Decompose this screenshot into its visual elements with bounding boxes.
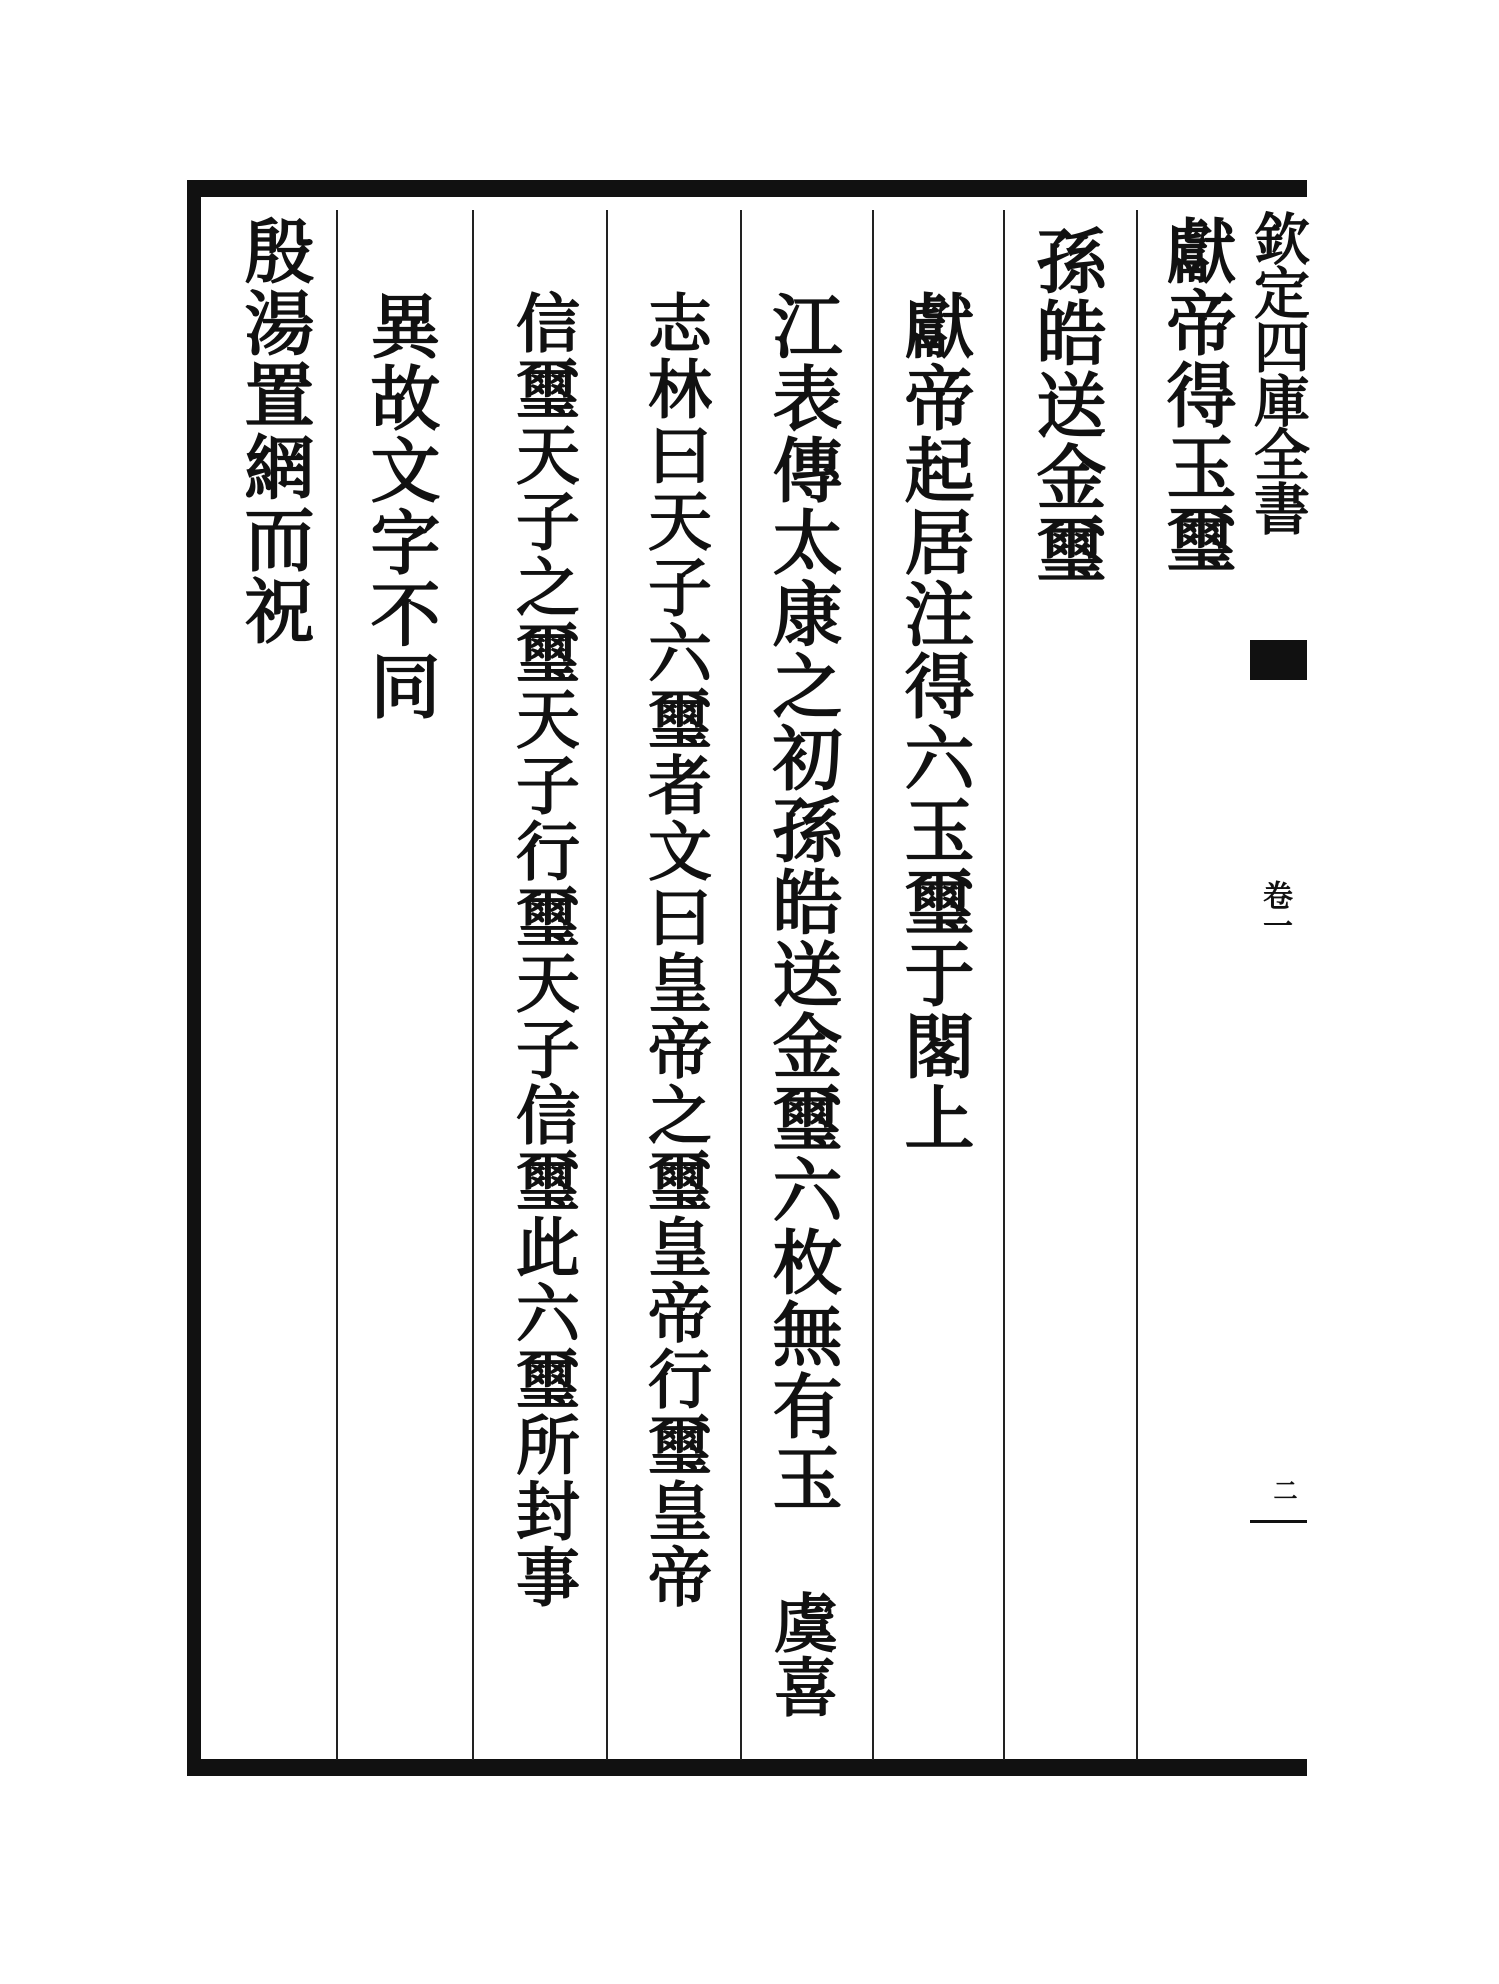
column-rule [740, 210, 742, 1760]
column-rule [1003, 210, 1005, 1760]
text-column-2: 孫皓送金璽 [1025, 225, 1108, 585]
margin-juan-label: 卷一 [1257, 880, 1292, 940]
column-rule [1136, 210, 1138, 1760]
text-column-5: 志林曰天子六璽者文曰皇帝之璽皇帝行璽皇帝 [637, 290, 712, 1610]
text-column-7: 異故文字不同 [359, 290, 442, 722]
text-column-3: 獻帝起居注得六玉璽于閣上 [893, 290, 976, 1154]
column-rule [336, 210, 338, 1760]
margin-rule [1250, 1520, 1307, 1523]
text-column-6: 信璽天子之璽天子行璽天子信璽此六璽所封事 [505, 290, 580, 1610]
margin-book-title: 欽定四庫全書 [1245, 210, 1311, 534]
text-column-4: 江表傳太康之初孫皓送金璽六枚無有玉 [761, 290, 844, 1514]
text-column-8: 殷湯置網而祝 [233, 215, 316, 647]
column-rule [472, 210, 474, 1760]
fish-tail-mark [1250, 640, 1307, 680]
text-column-4-tail: 虞喜 [763, 1590, 838, 1718]
margin-page-number: 二 [1269, 1478, 1298, 1502]
column-rule [606, 210, 608, 1760]
text-column-1: 獻帝得玉璽 [1155, 215, 1238, 575]
column-rule [872, 210, 874, 1760]
